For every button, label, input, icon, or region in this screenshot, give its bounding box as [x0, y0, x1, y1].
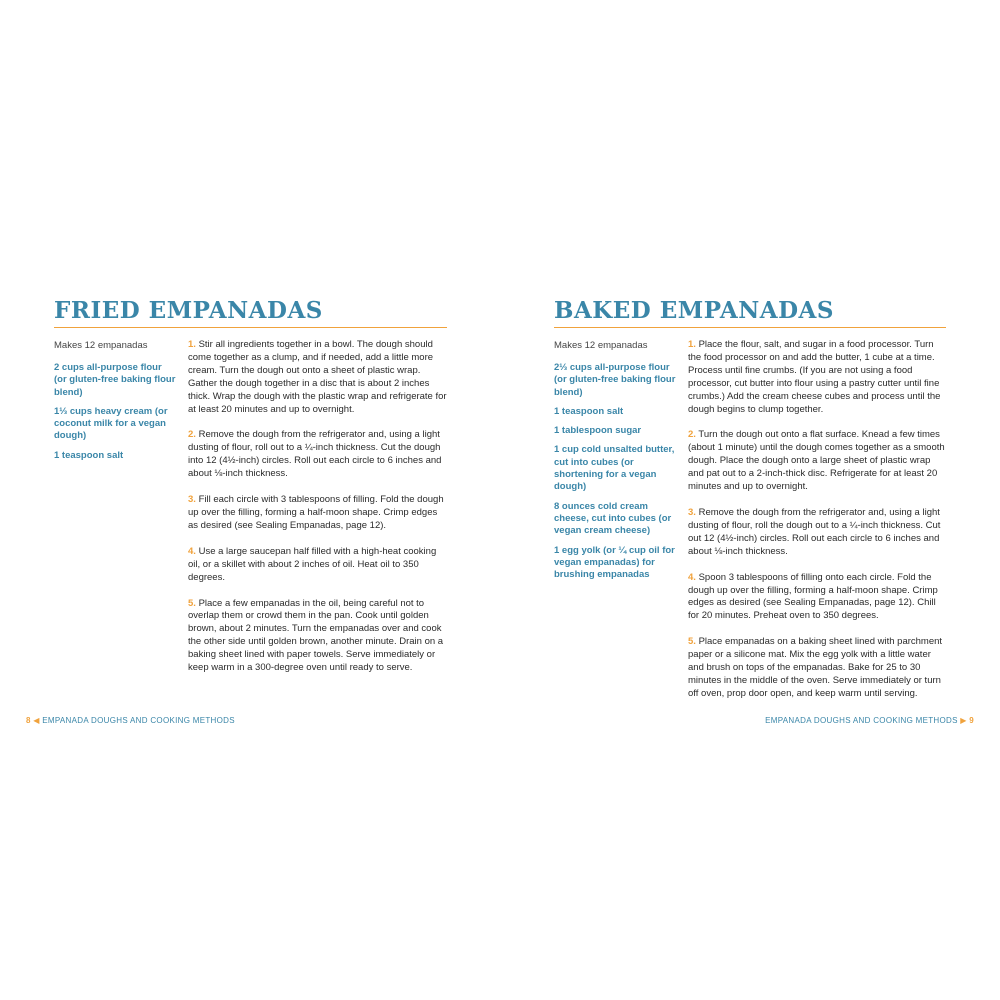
- ingredient-item: 1 egg yolk (or ¼ cup oil for vegan empanadas) for brushing empanadas: [554, 544, 675, 581]
- title-divider: [554, 327, 946, 328]
- step-number: 2.: [688, 429, 696, 441]
- instruction-step: [688, 572, 946, 624]
- recipe-yield: Makes 12 empanadas: [554, 340, 648, 351]
- step-number: 3.: [688, 506, 696, 518]
- instruction-step: [188, 546, 448, 585]
- instruction-step: [688, 636, 946, 701]
- recipe-title: BAKED EMPANADAS: [554, 297, 834, 324]
- step-number: 2.: [188, 429, 196, 441]
- section-name: EMPANADA DOUGHS AND COOKING METHODS: [42, 716, 235, 725]
- step-text: Remove the dough from the refrigerator and, using a light dusting of flour, roll the dough out to a ¼-inch thickness. Cut out 12 (4½-inch) circles. Roll out each circle to 6 inches and about ⅛-inch thickness.: [688, 506, 941, 557]
- recipe-title: FRIED EMPANADAS: [54, 297, 323, 324]
- page-number: 9: [969, 716, 974, 725]
- step-number: 4.: [188, 545, 196, 557]
- title-divider: [54, 327, 447, 328]
- instruction-step: [688, 339, 946, 416]
- step-text: Place empanadas on a baking sheet lined with parchment paper or a silicone mat. Mix the egg yolk with a little water and brush on tops of the empanadas. Bake for 25 to 30 minutes in the middle of the oven. Serve immediately or turn off oven, prop door open, and keep warm until serving.: [688, 636, 943, 699]
- arrow-right-icon: ▶: [960, 716, 967, 725]
- step-text: Fill each circle with 3 tablespoons of filling. Fold the dough up over the filling, forming a half-moon shape. Crimp edges as desired (see Sealing Empanadas, page 12).: [188, 494, 444, 531]
- step-number: 1.: [688, 339, 696, 350]
- right-page: [500, 0, 1000, 1000]
- ingredient-item: 2 cups all-purpose flour (or gluten-free baking flour blend): [54, 362, 176, 398]
- instruction-step: [188, 494, 448, 533]
- instruction-step: [188, 598, 448, 675]
- step-text: Spoon 3 tablespoons of filling onto each circle. Fold the dough up over the filling, forming a half-moon shape. Crimp edges as desired (see Sealing Empanadas, page 12). Chill for 20 minutes. Preheat oven to 350 degrees.: [688, 571, 938, 622]
- recipe-yield: Makes 12 empanadas: [54, 340, 148, 351]
- step-number: 5.: [188, 597, 196, 609]
- section-name: EMPANADA DOUGHS AND COOKING METHODS: [765, 716, 958, 725]
- step-number: 1.: [188, 339, 196, 350]
- ingredient-item: 2⅓ cups all-purpose flour (or gluten-free baking flour blend): [554, 362, 676, 398]
- page-number: 8: [26, 716, 31, 725]
- step-text: Use a large saucepan half filled with a high-heat cooking oil, or a skillet with about 2 inches of oil. Heat oil to 350 degrees.: [188, 545, 437, 583]
- instruction-list: [188, 339, 448, 688]
- step-text: Place a few empanadas in the oil, being careful not to overlap them or crowd them in the pan. Cook until golden brown, about 2 minutes. Turn the empanadas over and cook the other side until golden brown, another minute. Drain on a baking sheet lined with paper towels. Serve immediately or keep warm in a 300-degree oven until ready to serve.: [188, 597, 444, 674]
- step-text: Remove the dough from the refrigerator and, using a light dusting of flour, roll out to a ¼-inch thickness. Cut the dough into 12 (4½-inch) circles. Roll out each circle to 6 inches and about ⅛-inch thickness.: [188, 429, 442, 480]
- ingredient-item: 1 teaspoon salt: [54, 449, 124, 461]
- ingredient-item: 8 ounces cold cream cheese, cut into cubes (or vegan cream cheese): [554, 500, 672, 537]
- instruction-step: [188, 339, 448, 416]
- arrow-left-icon: ◀: [33, 716, 40, 725]
- instruction-list: [688, 339, 946, 714]
- step-number: 3.: [188, 494, 196, 506]
- step-text: Turn the dough out onto a flat surface. Knead a few times (about 1 minute) until the dough comes together as a smooth dough. Place the dough onto a large sheet of plastic wrap and pat out to a 2-inch-thick disc. Refrigerate for at least 20 minutes and up to overnight.: [688, 429, 945, 493]
- instruction-step: [688, 507, 946, 559]
- ingredient-list: [554, 362, 676, 588]
- page-footer: [26, 716, 235, 726]
- step-number: 4.: [688, 571, 696, 583]
- ingredient-list: [54, 362, 176, 469]
- page-footer: [765, 716, 974, 726]
- step-text: Place the flour, salt, and sugar in a food processor. Turn the food processor on and add the butter, 1 cube at a time. Process until fine crumbs. (If you are not using a food processor, cut butter into flour using a pastry cutter until fine crumbs.) Add the cream cheese cubes and process until the dough begins to clump together.: [688, 339, 941, 415]
- ingredient-item: 1 teaspoon salt: [554, 405, 624, 417]
- ingredient-item: 1⅓ cups heavy cream (or coconut milk for a vegan dough): [54, 405, 168, 442]
- instruction-step: [688, 429, 946, 494]
- instruction-step: [188, 429, 448, 481]
- ingredient-item: 1 cup cold unsalted butter, cut into cubes (or shortening for a vegan dough): [554, 444, 675, 493]
- ingredient-item: 1 tablespoon sugar: [554, 425, 642, 437]
- step-number: 5.: [688, 636, 696, 648]
- step-text: Stir all ingredients together in a bowl. The dough should come together as a clump, and if needed, add a little more cream. Turn the dough out onto a sheet of plastic wrap. Gather the dough together in a disc that is about 2 inches thick. Wrap the dough with the plastic wrap and refrigerate for at least 20 minutes and up to overnight.: [188, 339, 447, 415]
